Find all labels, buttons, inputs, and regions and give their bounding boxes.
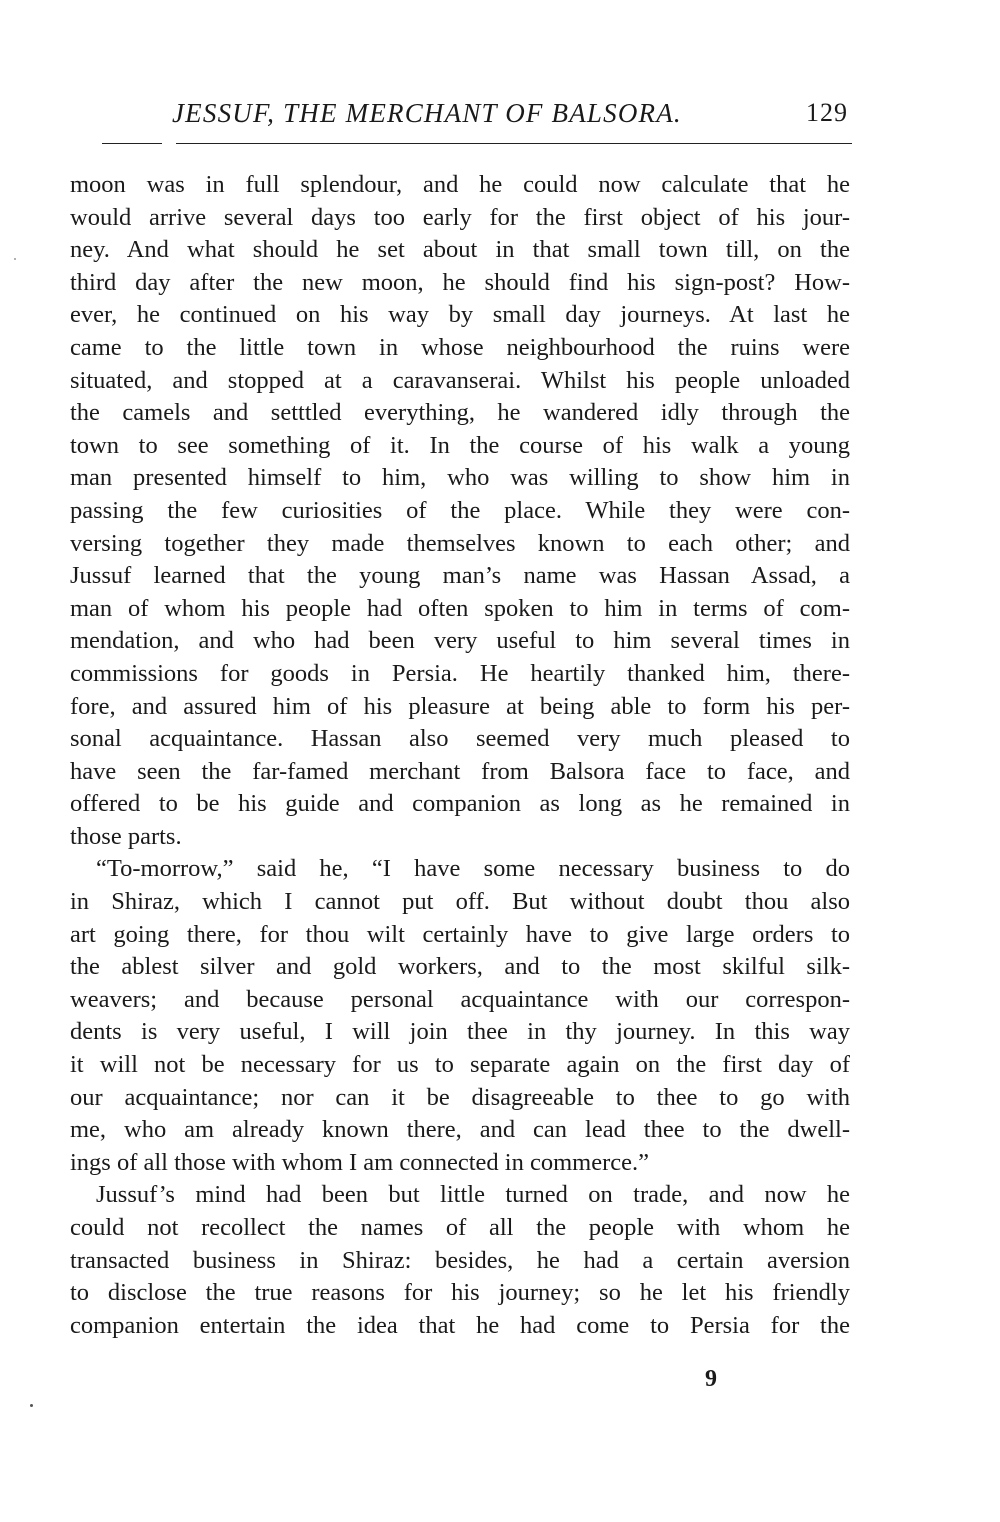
text-line: ney. And what should he set about in that small town till, on the: [70, 236, 850, 264]
text-line: to disclose the true reasons for his journey; so he let his friendly: [70, 1279, 850, 1307]
text-line: situated, and stopped at a caravanserai. Whilst his people unloaded: [70, 366, 850, 394]
text-line: mendation, and who had been very useful to him several times in: [70, 627, 850, 655]
paragraph-end-line: those parts.: [70, 822, 182, 850]
body-text: [70, 169, 850, 1342]
text-line: could not recollect the names of all the people with whom he: [70, 1214, 850, 1241]
text-line: versing together they made themselves known to each other; and: [70, 529, 850, 557]
paragraph-start-line: Jussuf’s mind had been but little turned on trade, and now he: [96, 1181, 850, 1209]
text-line: town to see something of it. In the course of his walk a young: [70, 431, 850, 459]
text-line: the ablest silver and gold workers, and to the most skilful silk-: [70, 953, 850, 981]
text-line: sonal acquaintance. Hassan also seemed very much pleased to: [70, 725, 850, 753]
text-line: would arrive several days too early for the first object of his jour-: [70, 203, 850, 231]
text-line: man presented himself to him, who was willing to show him in: [70, 464, 850, 492]
paragraph-end-line: ings of all those with whom I am connected in commerce.”: [70, 1148, 649, 1176]
header-rule-left: [102, 143, 162, 144]
text-line: art going there, for thou wilt certainly have to give large orders to: [70, 920, 850, 948]
scan-speck: [14, 258, 16, 260]
text-line: moon was in full splendour, and he could now calculate that he: [70, 171, 850, 198]
page-number: 129: [806, 98, 848, 127]
text-line: ever, he continued on his way by small day journeys. At last he: [70, 301, 850, 329]
text-line: the camels and setttled everything, he wandered idly through the: [70, 399, 850, 427]
scan-speck: [30, 1404, 33, 1407]
text-line: have seen the far-famed merchant from Balsora face to face, and: [70, 757, 850, 785]
paragraph-start-line: “To-morrow,” said he, “I have some necessary business to do: [96, 855, 850, 883]
running-title: JESSUF, THE MERCHANT OF BALSORA.: [172, 98, 682, 128]
text-line: fore, and assured him of his pleasure at being able to form his per-: [70, 692, 850, 720]
text-line: transacted business in Shiraz: besides, he had a certain aversion: [70, 1246, 850, 1274]
header-rule-right: [176, 143, 852, 144]
text-line: dents is very useful, I will join thee in thy journey. In this way: [70, 1018, 850, 1046]
text-line: it will not be necessary for us to separate again on the first day of: [70, 1051, 850, 1079]
text-line: weavers; and because personal acquaintance with our correspon-: [70, 985, 850, 1013]
text-line: came to the little town in whose neighbourhood the ruins were: [70, 333, 850, 361]
text-line: man of whom his people had often spoken to him in terms of com-: [70, 594, 850, 622]
text-line: commissions for goods in Persia. He heartily thanked him, there-: [70, 659, 850, 687]
text-line: me, who am already known there, and can lead thee to the dwell-: [70, 1116, 850, 1144]
text-line: our acquaintance; nor can it be disagreeable to thee to go with: [70, 1083, 850, 1111]
text-line: passing the few curiosities of the place. While they were con-: [70, 496, 850, 524]
signature-mark: 9: [705, 1366, 717, 1392]
text-line: companion entertain the idea that he had come to Persia for the: [70, 1311, 850, 1339]
running-head: [70, 98, 852, 132]
text-line: offered to be his guide and companion as long as he remained in: [70, 790, 850, 818]
text-line: in Shiraz, which I cannot put off. But without doubt thou also: [70, 888, 850, 916]
text-line: Jussuf learned that the young man’s name was Hassan Assad, a: [70, 562, 850, 590]
text-line: third day after the new moon, he should find his sign-post? How-: [70, 268, 850, 296]
